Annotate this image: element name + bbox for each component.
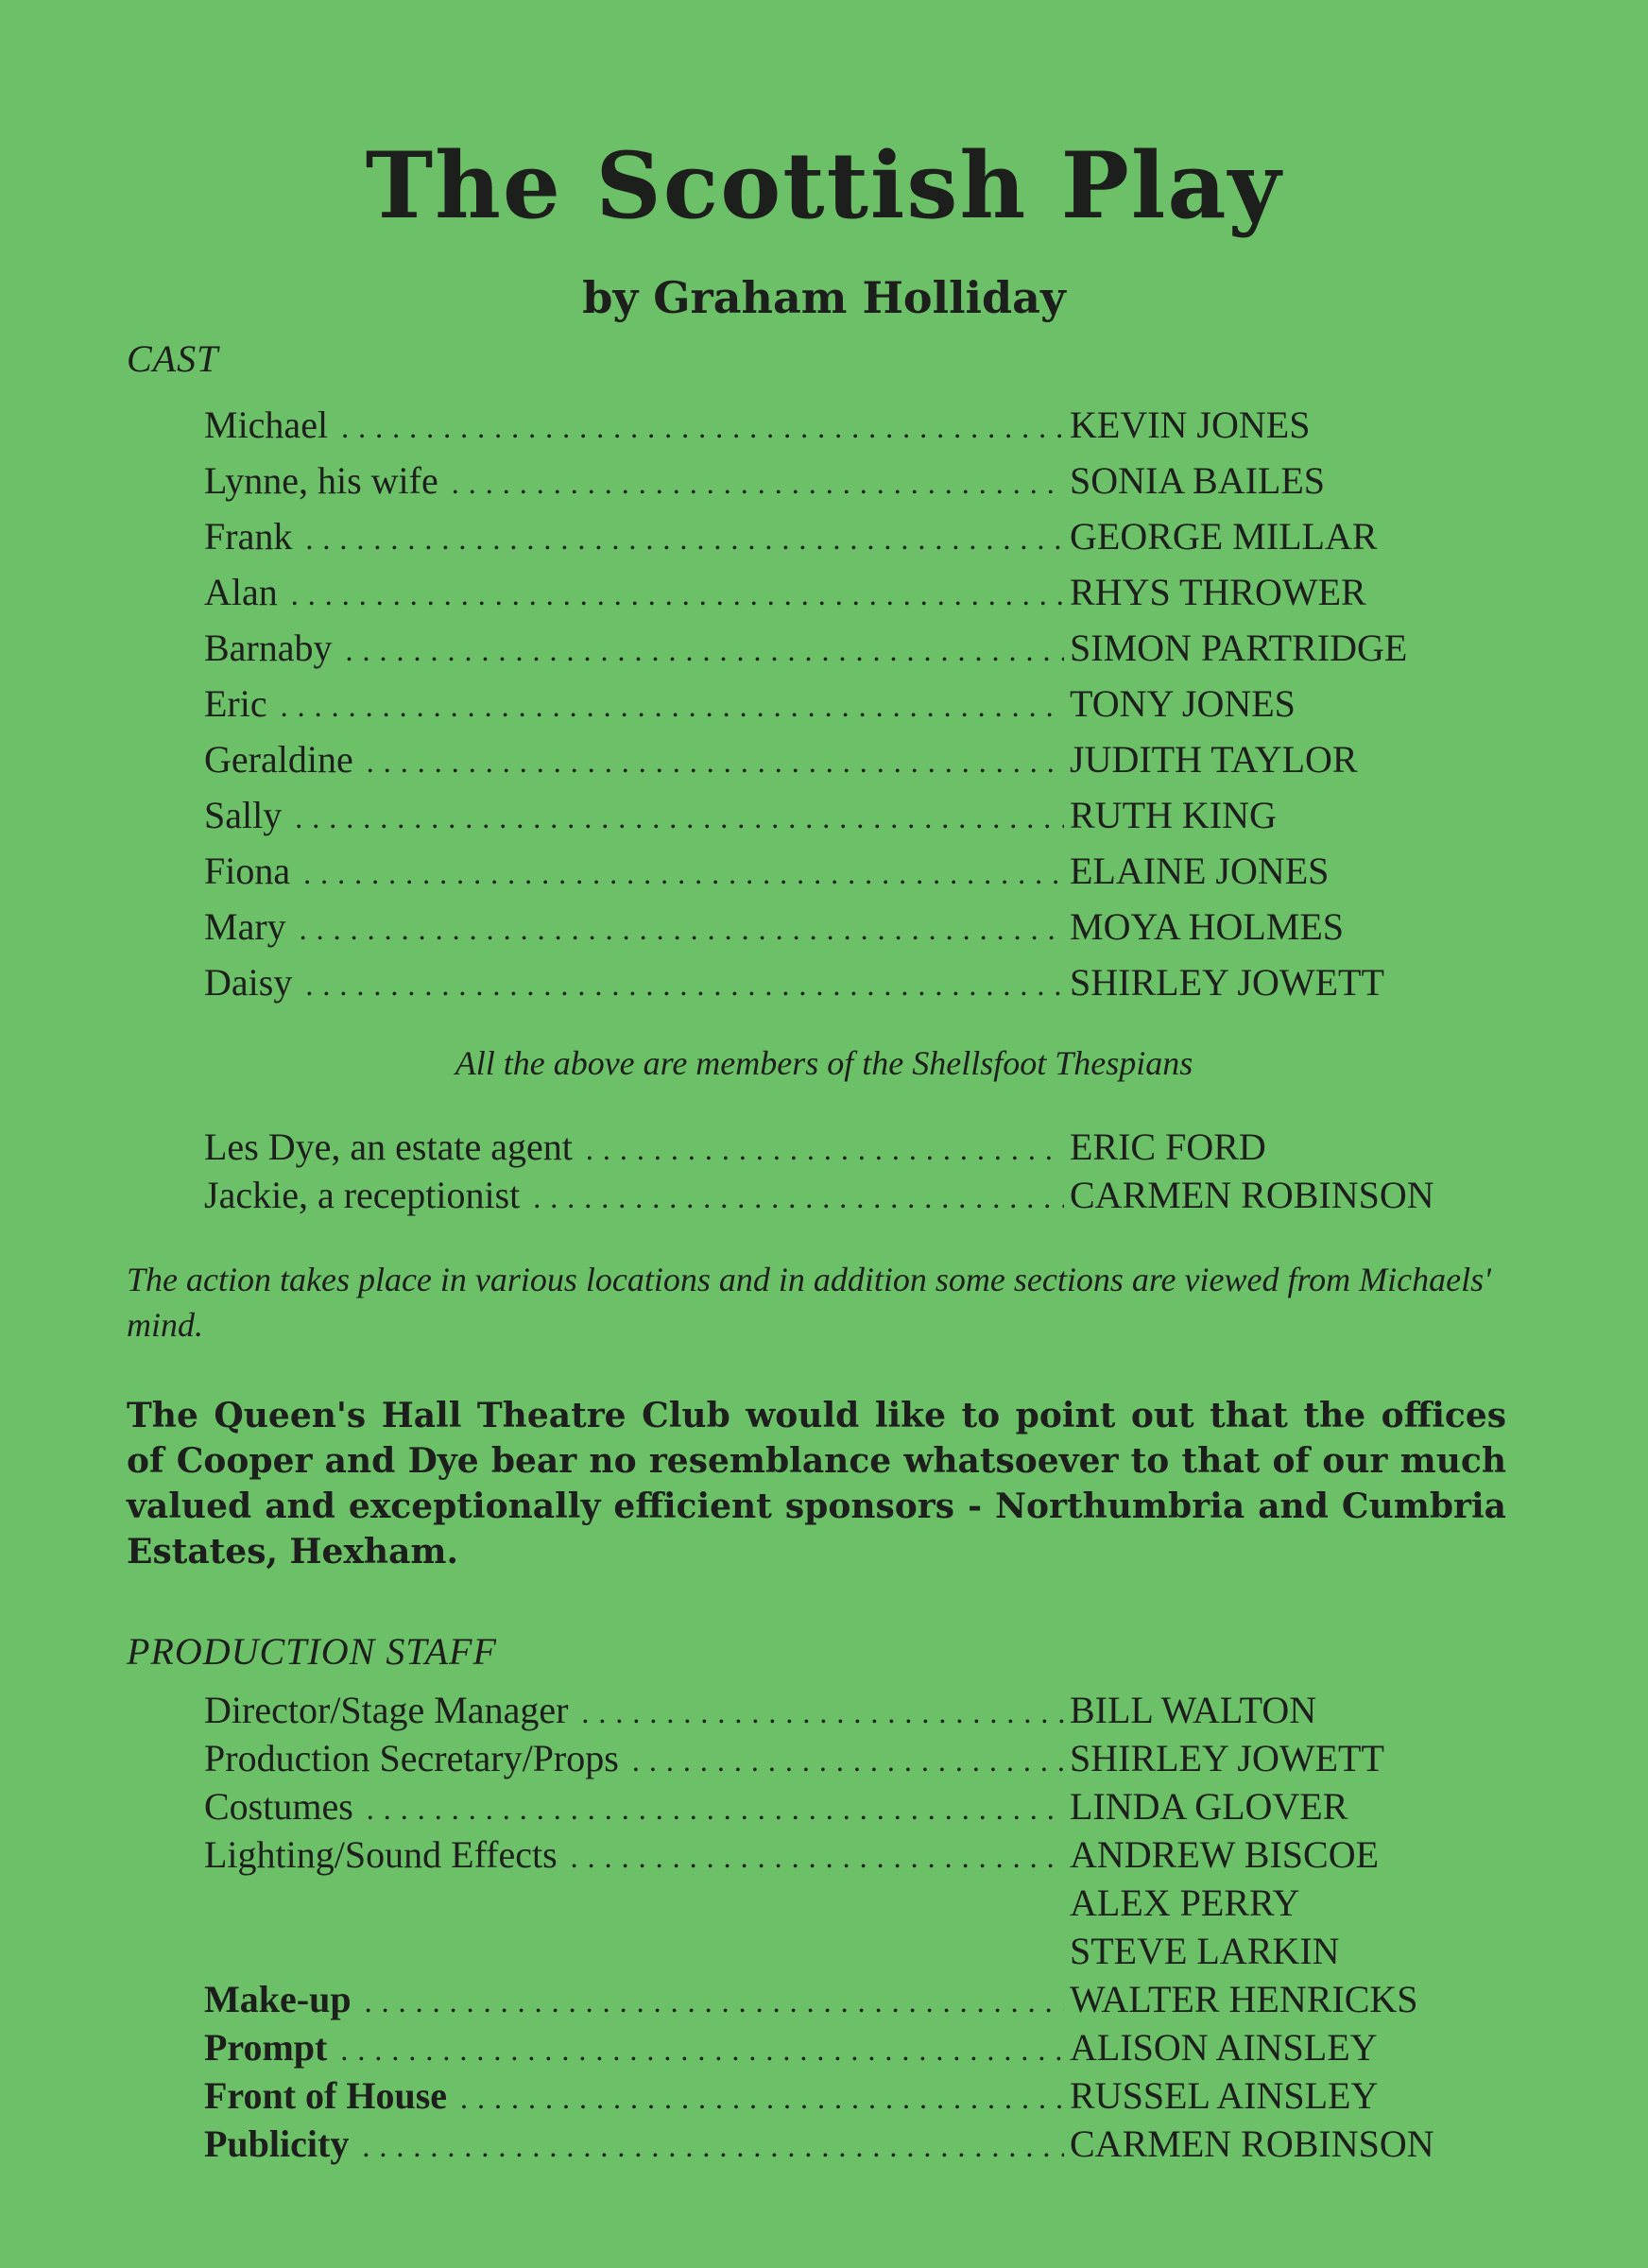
club-disclaimer: The Queen's Hall Theatre Club would like to point out that the offices of Cooper and Dye bear no resemblance whatsoever to that of our much valued and exceptionally efficient sponsors - Northumbria and Cumbria Estates, Hexham. <box>127 1396 1506 1572</box>
dot-leader <box>305 522 1064 557</box>
cast-role: Mary <box>204 905 286 948</box>
cast-row <box>204 793 1470 849</box>
staff-role: Director/Stage Manager <box>204 1689 569 1731</box>
cast-actor: RUTH KING <box>1070 794 1277 836</box>
dot-leader <box>305 968 1064 1003</box>
dot-leader <box>452 466 1064 501</box>
dot-leader <box>291 577 1064 612</box>
extra-cast-list <box>204 1125 1470 1221</box>
cast-role: Frank <box>204 515 293 558</box>
staff-person: RUSSEL AINSLEY <box>1070 2074 1379 2117</box>
staff-person: BILL WALTON <box>1070 1689 1317 1731</box>
cast-actor: SHIRLEY JOWETT <box>1070 961 1384 1004</box>
dot-leader <box>367 1792 1064 1827</box>
cast-role: Michael <box>204 404 329 446</box>
staff-row <box>204 1977 1470 2025</box>
staff-row <box>204 1688 1470 1736</box>
cast-row <box>204 904 1470 960</box>
cast-actor: KEVIN JONES <box>1070 404 1311 446</box>
cast-row <box>204 1173 1470 1221</box>
staff-person: ANDREW BISCOE <box>1070 1833 1380 1876</box>
dot-leader <box>533 1180 1064 1215</box>
cast-role: Barnaby <box>204 627 333 669</box>
staff-role: Front of House <box>204 2074 448 2117</box>
cast-list <box>204 403 1470 1016</box>
cast-actor: ERIC FORD <box>1070 1125 1266 1168</box>
staff-role: Prompt <box>204 2026 328 2069</box>
cast-actor: RHYS THROWER <box>1070 571 1366 613</box>
cast-actor: TONY JONES <box>1070 682 1296 725</box>
cast-role: Alan <box>204 571 278 613</box>
cast-row <box>204 737 1470 793</box>
staff-row <box>204 2122 1470 2170</box>
dot-leader <box>303 856 1064 891</box>
staff-row <box>204 1929 1470 1977</box>
dot-leader <box>365 1984 1064 2019</box>
staff-row <box>204 2025 1470 2073</box>
staff-person: STEVE LARKIN <box>1070 1930 1340 1972</box>
members-note: All the above are members of the Shellsfoot Thespians <box>455 1044 1193 1082</box>
staff-row <box>204 1784 1470 1832</box>
staff-role: Costumes <box>204 1785 353 1828</box>
cast-row <box>204 626 1470 681</box>
staff-list <box>204 1688 1470 2170</box>
staff-row <box>204 2073 1470 2122</box>
cast-role: Lynne, his wife <box>204 459 438 502</box>
dot-leader <box>300 912 1064 947</box>
dot-leader <box>460 2081 1064 2116</box>
staff-person: ALEX PERRY <box>1070 1881 1300 1924</box>
cast-role: Fiona <box>204 850 291 892</box>
play-author: by Graham Holliday <box>582 272 1066 323</box>
cast-role: Geraldine <box>204 738 353 781</box>
staff-role: Lighting/Sound Effects <box>204 1833 558 1876</box>
cast-actor: SONIA BAILES <box>1070 459 1326 502</box>
dot-leader <box>632 1744 1064 1778</box>
dot-leader <box>346 633 1064 668</box>
cast-actor: GEORGE MILLAR <box>1070 515 1378 558</box>
cast-row <box>204 570 1470 626</box>
play-title: The Scottish Play <box>365 132 1283 239</box>
cast-row <box>204 1125 1470 1173</box>
cast-actor: MOYA HOLMES <box>1070 905 1345 948</box>
staff-role: Make-up <box>204 1978 352 2020</box>
cast-row <box>204 403 1470 458</box>
staff-heading: PRODUCTION STAFF <box>127 1630 497 1673</box>
staff-person: ALISON AINSLEY <box>1070 2026 1378 2069</box>
cast-row <box>204 681 1470 737</box>
cast-row <box>204 514 1470 570</box>
cast-actor: SIMON PARTRIDGE <box>1070 627 1408 669</box>
staff-person: WALTER HENRICKS <box>1070 1978 1418 2020</box>
cast-actor: JUDITH TAYLOR <box>1070 738 1358 781</box>
dot-leader <box>362 2129 1064 2164</box>
staff-role: Production Secretary/Props <box>204 1737 619 1779</box>
dot-leader <box>367 745 1064 780</box>
cast-actor: ELAINE JONES <box>1070 850 1330 892</box>
cast-row <box>204 960 1470 1016</box>
cast-role: Daisy <box>204 961 293 1004</box>
cast-role: Les Dye, an estate agent <box>204 1125 573 1168</box>
cast-row <box>204 458 1470 514</box>
dot-leader <box>586 1132 1064 1167</box>
staff-person: LINDA GLOVER <box>1070 1785 1348 1828</box>
staff-row <box>204 1832 1470 1881</box>
staff-role: Publicity <box>204 2122 350 2165</box>
staff-person: SHIRLEY JOWETT <box>1070 1737 1384 1779</box>
dot-leader <box>340 2033 1064 2068</box>
cast-role: Sally <box>204 794 283 836</box>
action-note: The action takes place in various locations and in addition some sections are viewed from Michaels' mind. <box>127 1261 1491 1344</box>
staff-person: CARMEN ROBINSON <box>1070 2122 1434 2165</box>
cast-heading: CAST <box>127 337 219 380</box>
cast-row <box>204 849 1470 904</box>
dot-leader <box>571 1840 1064 1875</box>
staff-row <box>204 1881 1470 1929</box>
dot-leader <box>581 1695 1064 1730</box>
cast-role: Eric <box>204 682 267 725</box>
staff-row <box>204 1736 1470 1784</box>
dot-leader <box>341 410 1064 445</box>
cast-actor: CARMEN ROBINSON <box>1070 1174 1434 1216</box>
dot-leader <box>295 800 1064 835</box>
dot-leader <box>281 689 1064 724</box>
cast-role: Jackie, a receptionist <box>204 1174 521 1216</box>
